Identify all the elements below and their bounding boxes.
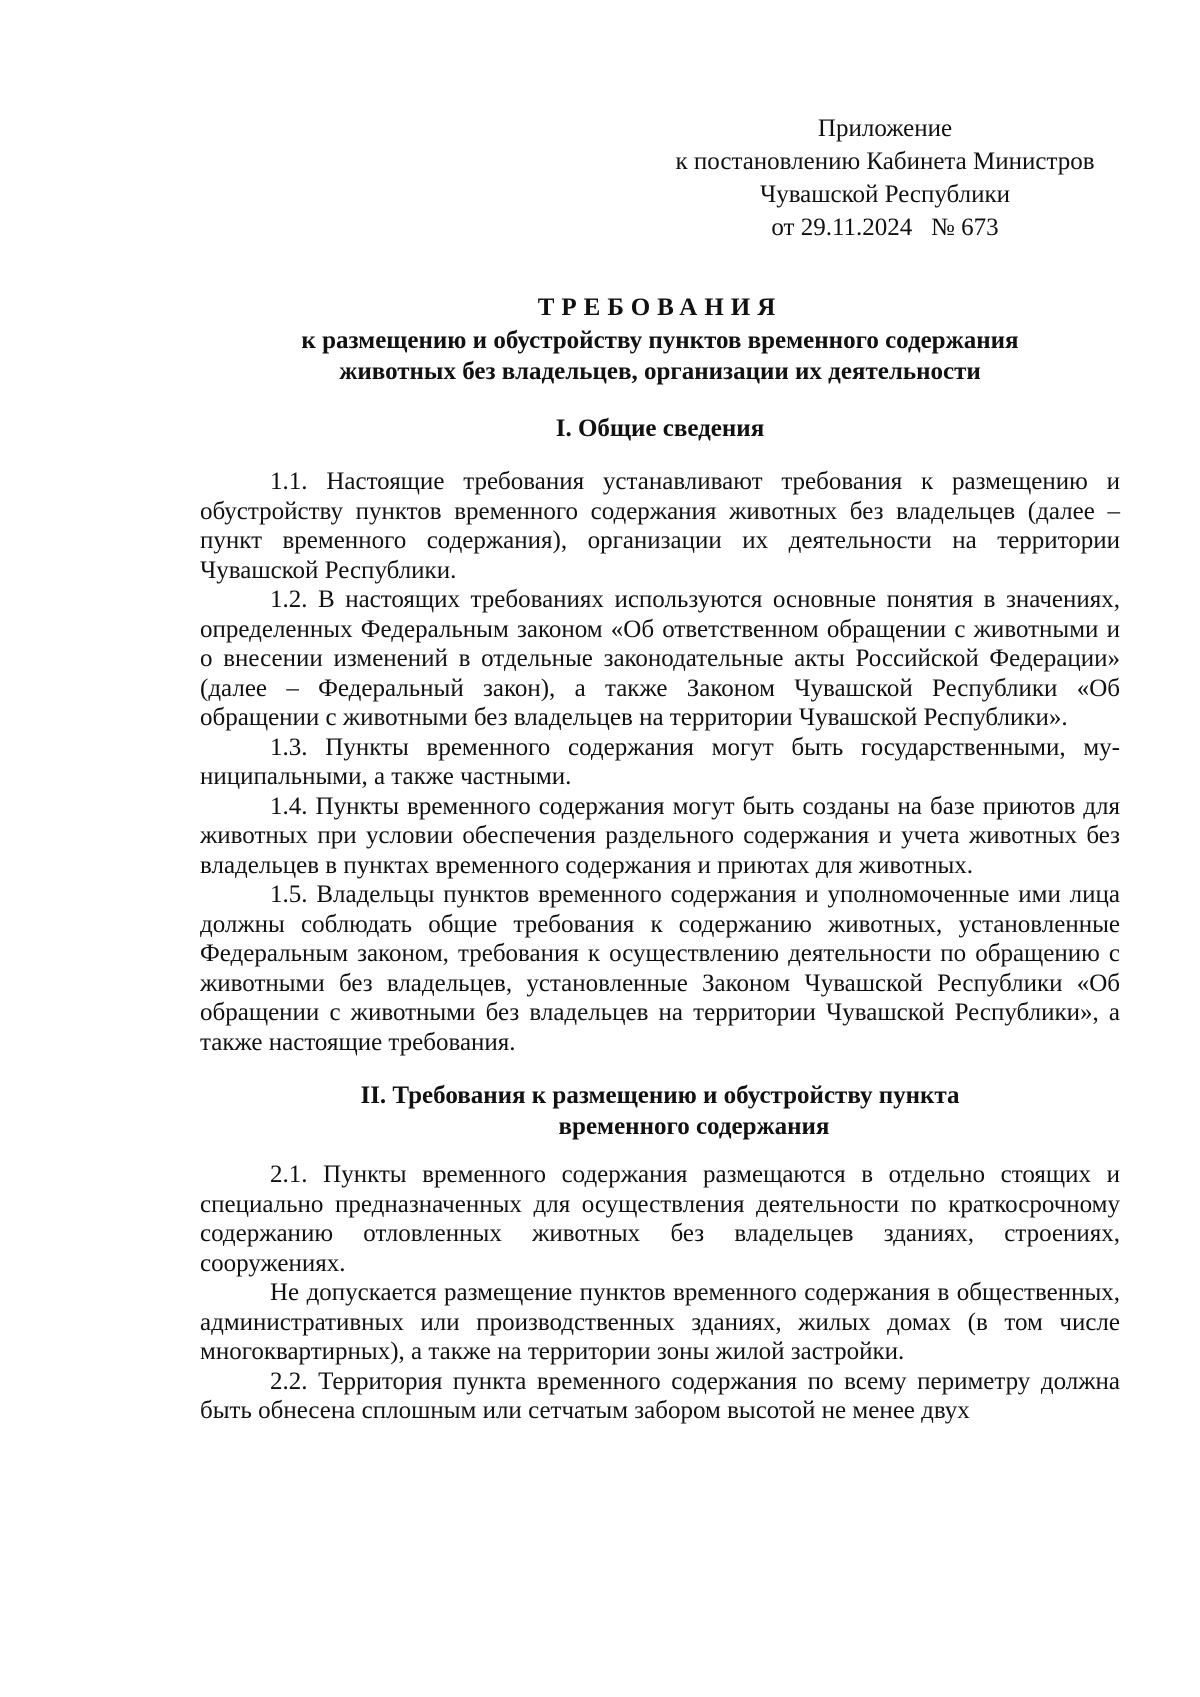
section-2-body xyxy=(200,1160,1120,1426)
paragraph: 1.5. Владельцы пунктов временного содержания и уполномоченные ими лица должны соблюдать общие требования к содержанию животных, установленные Федеральным законом, требования к осуществлению деятельности по обращению с животными без владельцев, установленные Законом Чувашской Республики «Об обращении с животными без владельцев на территории Чувашской Республики», а также настоящие требования. xyxy=(200,881,1120,1056)
appendix-line: Приложение xyxy=(817,115,953,142)
paragraph: 2.1. Пункты временного содержания размещаются в отдельно стоящих и специально предназначенных для осуществления деятельности по краткосрочному содержанию отловленных животных без владельцев зданиях, строениях, сооружениях. xyxy=(200,1161,1120,1277)
document-title xyxy=(200,292,1120,387)
section-1-heading: I. Общие сведения xyxy=(555,415,765,442)
appendix-date-number: от 29.11.2024 № 673 xyxy=(771,214,999,241)
section-2-heading-line: II. Требования к размещению и обустройству пункта xyxy=(360,1082,960,1109)
paragraph: 1.1. Настоящие требования устанавливают требования к размещению и обустройству пунктов временного содержания животных без владельцев (далее – пункт временного содержания), организации их деятельности на территории Чувашской Республики. xyxy=(200,468,1120,584)
title-subtitle-line: животных без владельцев, организации их деятельности xyxy=(339,358,981,385)
section-2-heading xyxy=(200,1080,1120,1142)
paragraph: 1.3. Пункты временного содержания могут быть государственными, муниципальными, а также частными. xyxy=(200,733,1120,790)
title-main: ТРЕБОВАНИЯ xyxy=(537,294,783,321)
paragraph: 1.4. Пункты временного содержания могут быть созданы на базе приютов для животных при условии обеспечения раздельного содержания и учета животных без владельцев в пунктах временного содержания и приютах для животных. xyxy=(200,792,1120,879)
paragraph: 1.2. В настоящих требованиях используются основные понятия в значениях, определенных Федеральным законом «Об ответственном обращении с животными и о внесении изменений в отдельные законодательные акты Российской Федерации» (далее – Федеральный закон), а также Законом Чувашской Республики «Об обращении с животными без владельцев на территории Чувашской Республики». xyxy=(200,586,1120,731)
appendix-line: к постановлению Кабинета Министров xyxy=(675,148,1095,175)
appendix-line: Чувашской Республики xyxy=(759,181,1011,208)
section-2-heading-line: временного содержания xyxy=(558,1113,830,1140)
appendix-block xyxy=(640,112,1130,244)
section-1-body xyxy=(200,467,1120,1057)
paragraph: Не допускается размещение пунктов временного содержания в общественных, административных или производственных зданиях, жилых домах (в том числе многоквартирных), а также на территории зоны жилой застройки. xyxy=(200,1279,1120,1365)
paragraph: 2.2. Территория пункта временного содержания по всему периметру должна быть обнесена сплошным или сетчатым забором высотой не менее двух xyxy=(200,1367,1120,1424)
title-subtitle-line: к размещению и обустройству пунктов временного содержания xyxy=(301,327,1019,354)
